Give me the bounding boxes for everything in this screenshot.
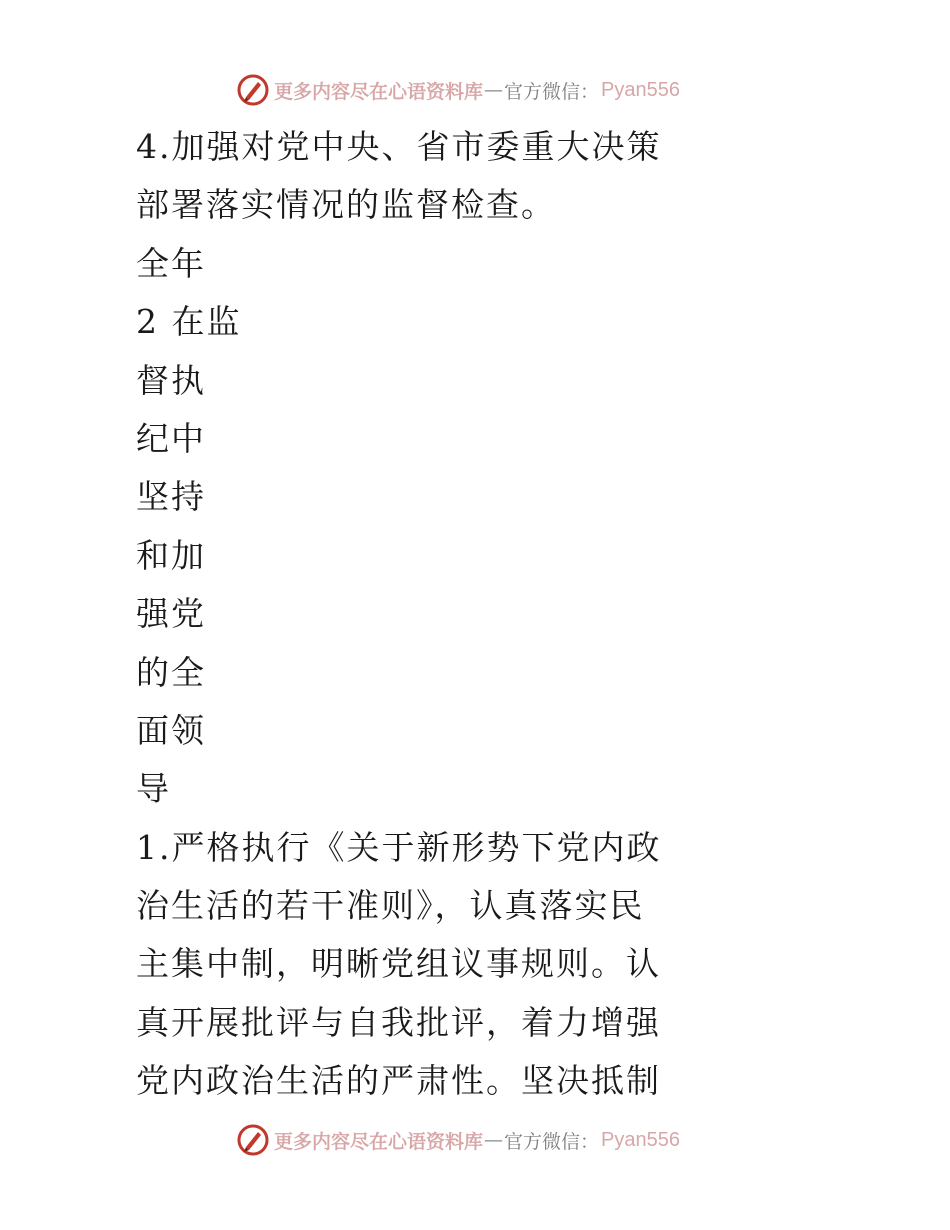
watermark-wechat-id: Pyan556 <box>601 1128 680 1151</box>
text-line: 2 在监 <box>136 302 242 342</box>
text-line: 治生活的若干准则》，认真落实民 <box>136 886 645 926</box>
text-line: 4.加强对党中央、省市委重大决策 <box>136 127 662 166</box>
text-line: 的全 <box>136 652 206 692</box>
document-body <box>136 118 662 1111</box>
watermark-dash: — <box>484 79 504 101</box>
text-line: 全年 <box>136 243 206 283</box>
text-line: 和加 <box>136 535 206 575</box>
text-line: 面领 <box>136 710 206 750</box>
text-line: 纪中 <box>136 418 206 458</box>
text-line: 导 <box>136 769 171 809</box>
text-line: 坚持 <box>136 477 206 517</box>
text-line: 1.严格执行《关于新形势下党内政 <box>136 827 662 867</box>
pen-circle-icon <box>236 1123 270 1157</box>
watermark-site-text: 更多内容尽在心语资料库 <box>274 1130 484 1153</box>
text-line: 督执 <box>136 360 206 400</box>
text-line: 真开展批评与自我批评，着力增强 <box>136 1002 661 1042</box>
watermark-official-text: 官方微信： <box>504 80 600 103</box>
watermark-dash: — <box>484 1129 504 1151</box>
watermark-official-text: 官方微信： <box>504 1130 600 1153</box>
text-line: 强党 <box>136 594 206 634</box>
header-watermark <box>236 72 680 108</box>
watermark-site-text: 更多内容尽在心语资料库 <box>274 80 484 103</box>
text-line: 主集中制，明晰党组议事规则。认 <box>136 944 661 984</box>
watermark-wechat-id: Pyan556 <box>601 78 680 101</box>
footer-watermark <box>236 1122 680 1158</box>
text-line: 部署落实情况的监督检查。 <box>136 185 556 225</box>
text-line: 党内政治生活的严肃性。坚决抵制 <box>136 1061 661 1101</box>
pen-circle-icon <box>236 73 270 107</box>
